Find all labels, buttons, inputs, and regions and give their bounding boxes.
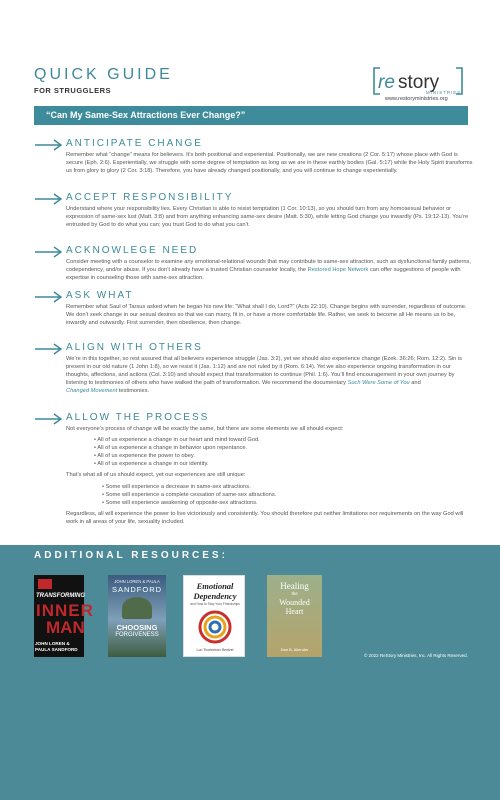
book-title: CHOOSING [116, 623, 158, 632]
book-transforming-inner-man[interactable] [34, 575, 94, 657]
bullet-item: • All of us experience a change in our heart and mind toward God. [94, 437, 260, 444]
book-authors: JOHN LOREN & PAULA [114, 579, 160, 584]
restored-hope-network-link[interactable]: Restored Hope Network [307, 267, 369, 274]
body-text: testimonies. [117, 388, 150, 395]
book-title: FORGIVENESS [115, 632, 159, 638]
section-title: ALLOW THE PROCESS [66, 412, 210, 423]
book-title: Emotional [196, 581, 234, 591]
book-author: Lori Thorkelson Rentzel [196, 648, 234, 652]
book-subtitle: and How to Stop Your Friendships [190, 602, 240, 606]
bullet-item: • Some will experience a decrease in same-sex attractions. [102, 483, 251, 490]
section-title: ACCEPT RESPONSIBILITY [66, 192, 234, 203]
body-text: Consider meeting with a counselor to examine any emotional-relational wounds that may contribute to same-sex attraction, such as dysfunctional family patterns, codependency, and/or abuse. If you don’t already have a trusted Christian counselor locally, the [66, 259, 471, 274]
section-title: ALIGN WITH OTHERS [66, 342, 203, 353]
circle-rings-icon [198, 610, 232, 644]
book-emotional-dependency[interactable] [183, 575, 245, 657]
arrow-icon [34, 290, 66, 304]
body-text: and [409, 380, 421, 387]
section-body [66, 258, 474, 282]
outro-text: Regardless, all will experience the power to live victoriously and consistently. You should therefore put neither limitations nor requirements on the way God will work in all areas of your life, sexuality included. [66, 510, 464, 525]
bullet-item: • Some will experience a complete cessation of same-sex attractions. [102, 491, 277, 498]
body-text: can offer suggestions of people with expertise in counseling those with same-sex attraction. [66, 267, 461, 282]
book-choosing-forgiveness[interactable] [108, 575, 166, 657]
arrow-icon [34, 342, 66, 356]
book-title: TRANSFORMING [36, 593, 85, 599]
section-body [66, 425, 474, 526]
guide-subtitle: FOR STRUGGLERS [34, 86, 112, 95]
book-title: INNER [36, 601, 94, 620]
book-author: Dan B. Allender [280, 647, 309, 652]
section-body: Remember what “change” means for believers. It’s both positional and experiential. Positionally, we are new creations (2 Cor. 5:17) whose place with God is secure (Eph. 2:6). Experientially, we struggle with some degree of temptation as long as we are in these earthly bodies (Gal. 5:17) while the Holy Spirit transforms us from glory to glory (2 Cor. 3:18). Therefore, you have already changed positionally, and you will continue to change experientially. [66, 152, 473, 175]
tree-icon [122, 597, 152, 619]
mid-text: That’s what all of us should expect, yet our experiences are still unique: [66, 472, 246, 479]
book-title: Wounded [279, 598, 310, 607]
book-emblem [38, 579, 52, 589]
section-body: Understand where your responsibility lies. Every Christian is able to resist temptation (1 Cor. 10:13), so you should turn from any homosexual behavior or expression of same-sex lust (Matt. 3:8) and from anything enhancing same-sex desire (Matt. 5:30), while letting God change you inwardly (Ps. 19:12-13). You’re entrusted by God to do what you can; you trust God to do what you can’t. [66, 206, 469, 229]
section-title: ASK WHAT [66, 290, 134, 301]
book-title: the [291, 592, 298, 597]
body-text: We’re in this together, so rest assured that all believers experience struggle (Jas. 3:2), yet we should also experience change (Ezek. 36:26; Rom. 12:2). Sin is present in our old nature (1 John 1:8), so we resist it (Jas. 1:12) and are not ruled by it (Rom. 6:14). Yet we also experience ongoing transformation in our thoughts, affections, and actions (Col. 3:10) and should expect that transformation to continue (Phil. 1:6). You’ll find encouragement in your own journey by listening to testimonies of others who have walked the path of transformation. We recommend the documentary [66, 356, 463, 387]
bullet-item: • All of us experience a change in behavior upon repentance. [94, 445, 248, 452]
bullet-item: • All of us experience a change in our identity. [94, 461, 209, 468]
logo-story: story [398, 72, 440, 93]
changed-movement-link[interactable]: Changed Movement [66, 388, 118, 395]
bullet-item: • All of us experience the power to obey. [94, 453, 195, 460]
book-authors: SANDFORD [111, 585, 163, 594]
arrow-icon [34, 138, 66, 152]
such-were-some-of-you-link[interactable]: Such Were Some of You [347, 380, 410, 387]
resources-title: ADDITIONAL RESOURCES: [34, 550, 228, 561]
arrow-icon [34, 192, 66, 206]
question-banner: “Can My Same-Sex Attractions Ever Change?” [34, 106, 468, 125]
copyright: © 2022 ReStory Ministries, Inc. All Rights Reserved. [364, 653, 468, 658]
section-body [66, 355, 474, 395]
bullet-item: • Some will experience awakening of opposite-sex attractions. [102, 499, 258, 506]
intro-text: Not everyone’s process of change will be exactly the same, but there are some elements we all should expect: [66, 426, 344, 432]
book-title: Dependency [193, 591, 237, 601]
section-title: ANTICIPATE CHANGE [66, 138, 203, 149]
book-title: Heart [285, 607, 304, 616]
book-title: Healing [280, 581, 309, 591]
section-title: ACKNOWLEGE NEED [66, 245, 199, 256]
section-body: Remember what Saul of Tarsus asked when he began his new life: “What shall I do, Lord?” (Acts 22:10). Change begins with surrender, regardless of outcome. We don’t seek change in our sexual desires so that we can marry, fit in, or have a more comfortable life. Rather, we seek to become all He means us to be, inwardly and outwardly. First surrender, then obedience, then change. [66, 304, 467, 327]
website-url[interactable]: www.restoryministries.org [385, 96, 448, 102]
book-healing-the-wounded-heart[interactable] [267, 575, 322, 657]
guide-title: QUICK GUIDE [34, 66, 173, 83]
arrow-icon [34, 245, 66, 259]
book-title: MAN [46, 618, 85, 637]
logo-ministries: MINISTRIES [426, 90, 462, 95]
logo-re: re [378, 72, 395, 93]
arrow-icon [34, 412, 66, 426]
book-authors: JOHN LOREN & PAULA SANDFORD [35, 641, 78, 652]
